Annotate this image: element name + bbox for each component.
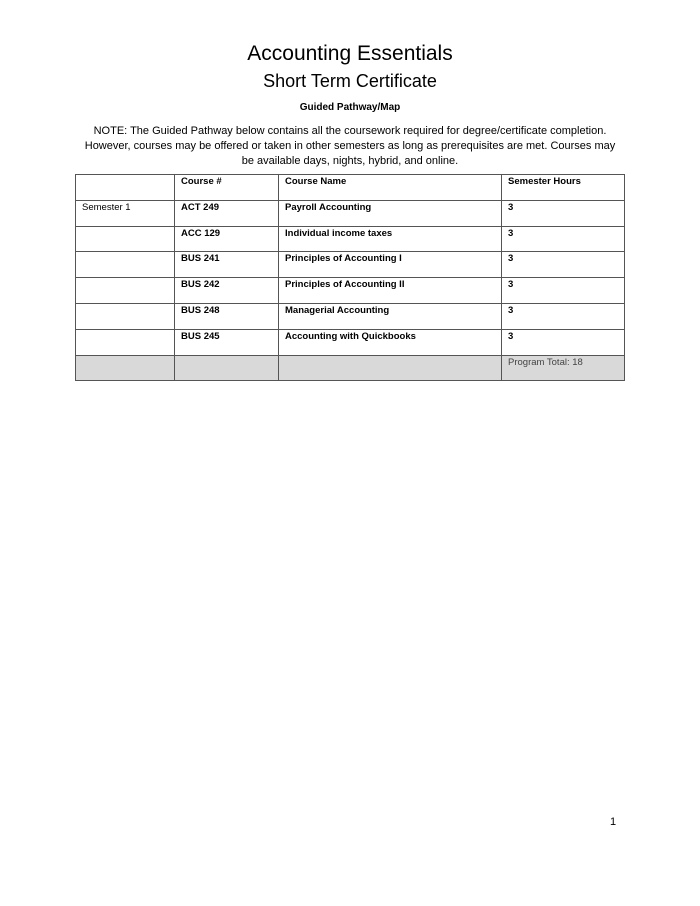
course-number-cell: BUS 242	[175, 278, 279, 304]
semester-cell	[76, 303, 175, 329]
total-empty-cell	[279, 355, 502, 381]
header-semester-hours: Semester Hours	[502, 175, 625, 201]
table-row	[76, 252, 625, 278]
course-number-cell: ACT 249	[175, 200, 279, 226]
program-total-cell: Program Total: 18	[502, 355, 625, 381]
table-row	[76, 278, 625, 304]
semester-cell	[76, 329, 175, 355]
course-name-cell: Managerial Accounting	[279, 303, 502, 329]
document-subtitle: Short Term Certificate	[263, 71, 437, 91]
header-semester	[76, 175, 175, 201]
course-name-cell: Accounting with Quickbooks	[279, 329, 502, 355]
hours-cell: 3	[502, 329, 625, 355]
hours-cell: 3	[502, 252, 625, 278]
semester-cell	[76, 226, 175, 252]
pathway-heading: Guided Pathway/Map	[299, 102, 401, 113]
hours-cell: 3	[502, 200, 625, 226]
table-header-row	[76, 175, 625, 201]
hours-cell: 3	[502, 226, 625, 252]
table-row	[76, 226, 625, 252]
total-empty-cell	[76, 355, 175, 381]
table-row	[76, 303, 625, 329]
header-course-number: Course #	[175, 175, 279, 201]
pathway-note: NOTE: The Guided Pathway below contains all the coursework required for degree/certificate completion. However, courses may be offered or taken in other semesters as long as prerequisites are met. Courses may be available days, nights, hybrid, and online.	[84, 125, 616, 167]
course-number-cell: ACC 129	[175, 226, 279, 252]
program-total-row	[76, 355, 625, 381]
page-number: 1	[610, 816, 617, 828]
course-table	[75, 174, 625, 381]
course-name-cell: Individual income taxes	[279, 226, 502, 252]
course-number-cell: BUS 241	[175, 252, 279, 278]
table-row	[76, 329, 625, 355]
total-empty-cell	[175, 355, 279, 381]
course-name-cell: Payroll Accounting	[279, 200, 502, 226]
hours-cell: 3	[502, 303, 625, 329]
header-course-name: Course Name	[279, 175, 502, 201]
semester-cell	[76, 252, 175, 278]
course-name-cell: Principles of Accounting II	[279, 278, 502, 304]
hours-cell: 3	[502, 278, 625, 304]
semester-cell: Semester 1	[76, 200, 175, 226]
table-row	[76, 200, 625, 226]
course-number-cell: BUS 248	[175, 303, 279, 329]
course-number-cell: BUS 245	[175, 329, 279, 355]
document-title: Accounting Essentials	[247, 42, 453, 65]
course-name-cell: Principles of Accounting I	[279, 252, 502, 278]
semester-cell	[76, 278, 175, 304]
